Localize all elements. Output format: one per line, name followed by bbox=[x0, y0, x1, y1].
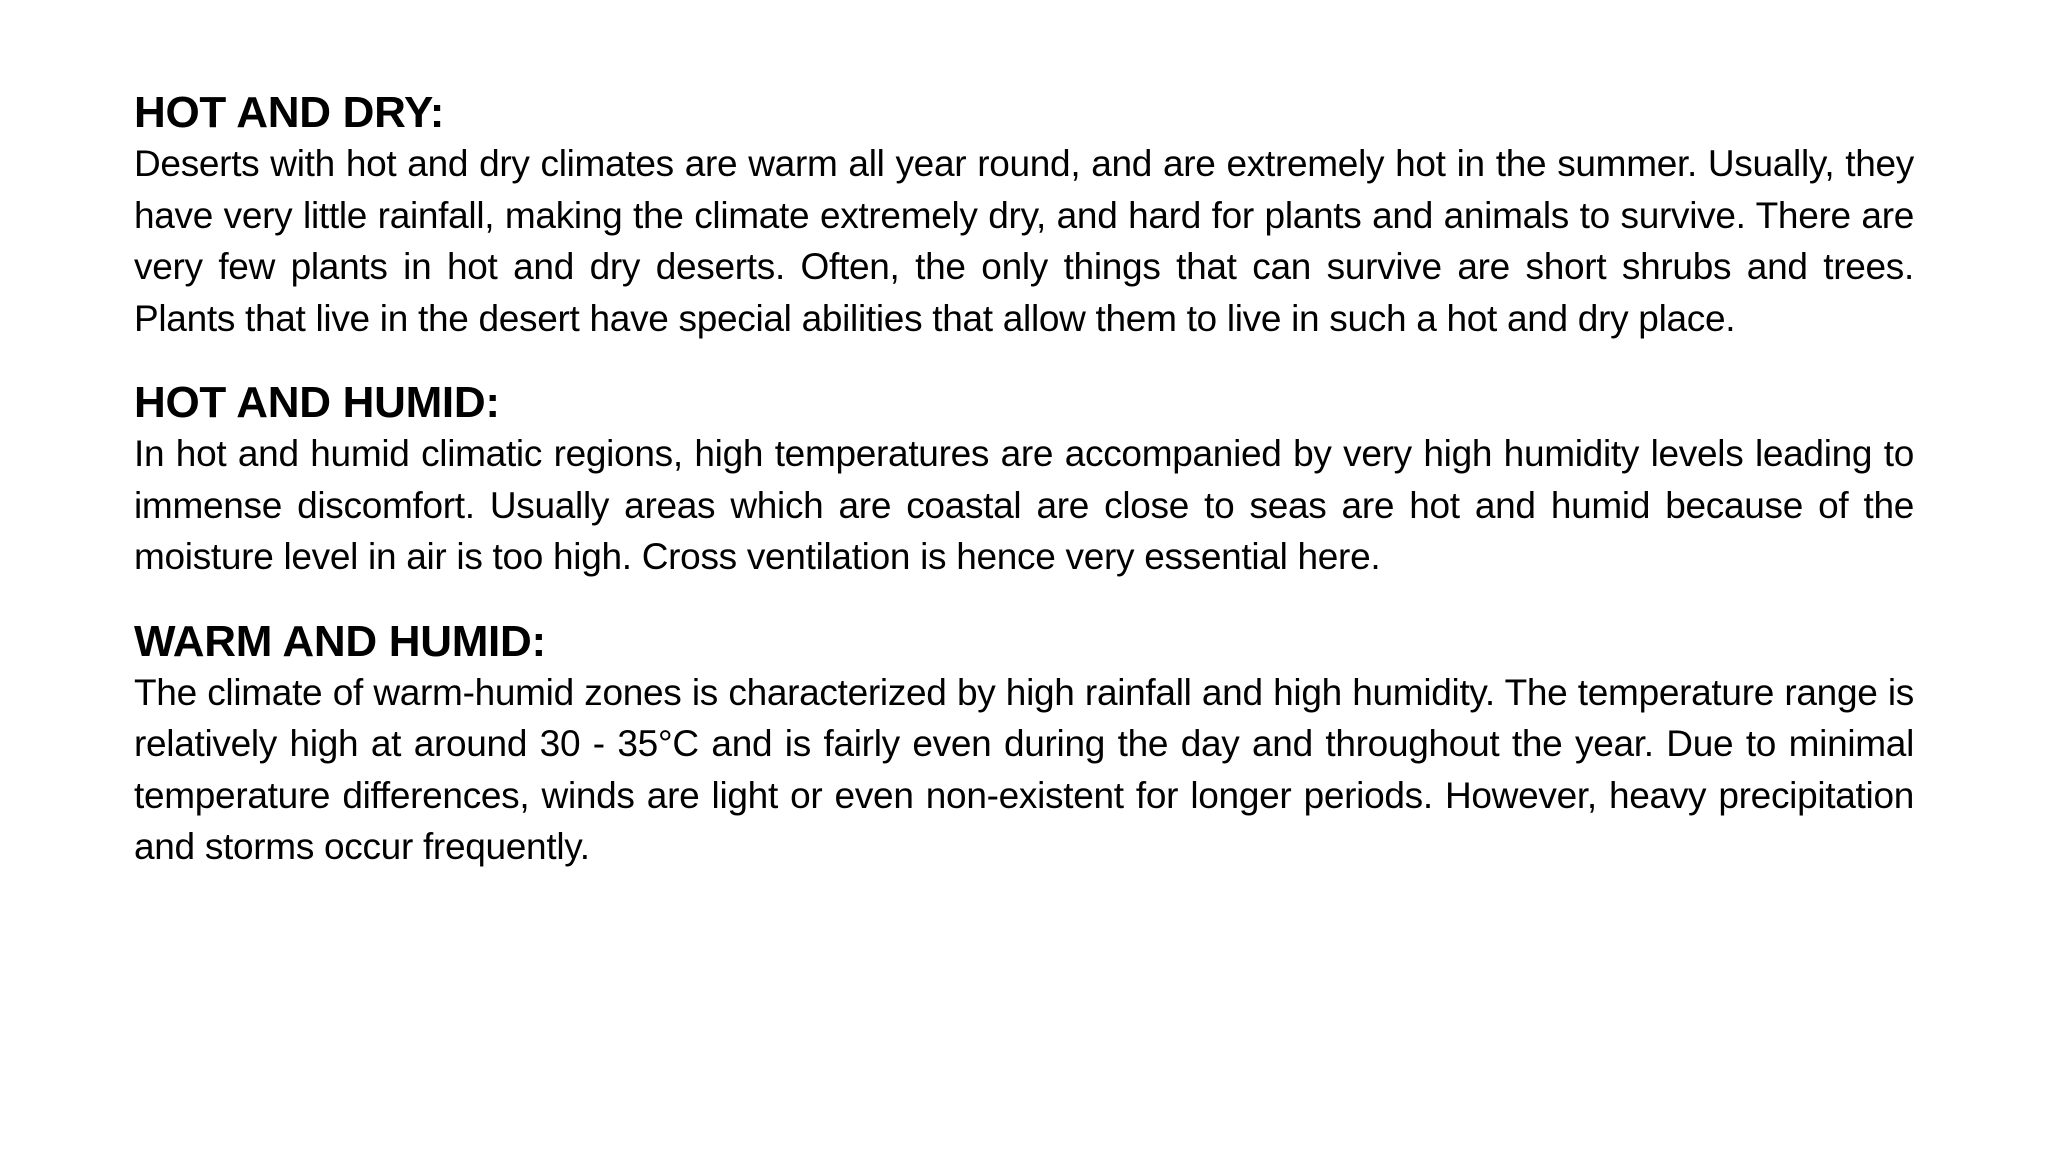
section-body: The climate of warm-humid zones is characterized by high rainfall and high humidity. The temperature range is relatively high at around 30 - 35°C and is fairly even during the day and throughout the year. Due to minimal temperature differences, winds are light or even non-existent for longer periods. However, heavy precipitation and storms occur frequently. bbox=[134, 671, 1914, 867]
section-warm-and-humid bbox=[134, 617, 1914, 873]
section-body: Deserts with hot and dry climates are warm all year round, and are extremely hot in the summer. Usually, they have very little rainfall, making the climate extremely dry, and hard for plants and animals to survive. There are very few plants in hot and dry deserts. Often, the only things that can survive are short shrubs and trees. Plants that live in the desert have special abilities that allow them to live in such a hot and dry place. bbox=[134, 143, 1914, 339]
section-heading: HOT AND HUMID: bbox=[134, 378, 500, 427]
slide-content bbox=[134, 88, 1914, 907]
section-hot-and-dry bbox=[134, 88, 1914, 344]
section-heading: HOT AND DRY: bbox=[134, 88, 445, 137]
section-heading: WARM AND HUMID: bbox=[134, 616, 546, 666]
section-body: In hot and humid climatic regions, high temperatures are accompanied by very high humidity levels leading to immense discomfort. Usually areas which are coastal are close to seas are hot and humid because of the moisture level in air is too high. Cross ventilation is hence very essential here. bbox=[134, 433, 1914, 577]
section-hot-and-humid bbox=[134, 378, 1914, 583]
